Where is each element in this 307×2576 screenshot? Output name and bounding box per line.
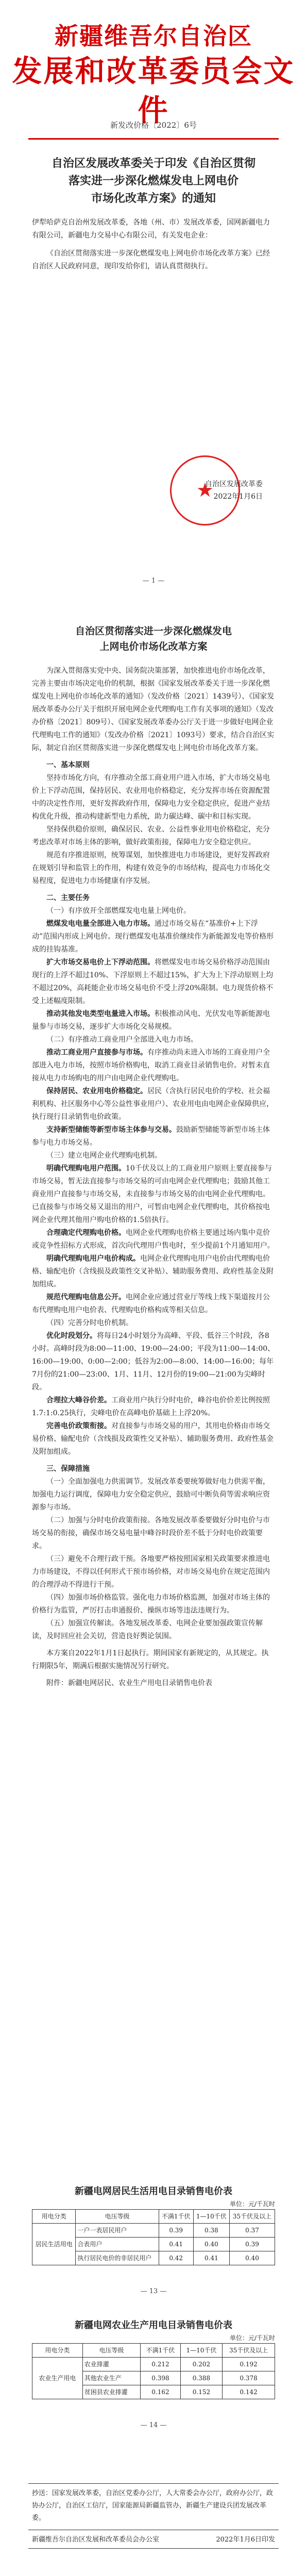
table-cell: 0.40 [193, 2238, 229, 2251]
table-cell: 其他农业生产 [82, 2371, 141, 2385]
subsection-heading: （二）有序推动工商业用户全部进入电力市场。 [46, 1036, 198, 1044]
inline-text: 电网企业代理购电用户电价由代理购电价格、输配电价（含线损及政策性交叉补贴）、辅助服务费用、政府性基金及附加组成。 [32, 1255, 274, 1289]
subsection-heading: （四）完善分时电价机制。 [46, 1319, 133, 1327]
masthead-doc-title: 发展和改革委员会文件 [12, 54, 295, 128]
table-header-row [32, 2344, 275, 2358]
paragraph [32, 1394, 275, 1420]
table-header-cell: 电压等级 [82, 2344, 141, 2358]
sign-date: 2022年1月6日 [213, 493, 263, 501]
attachment-note: 附件：新疆电网居民、农业生产用电目录销售电价表 [46, 1679, 212, 1687]
table-header-cell: 1—10千伏 [180, 2344, 223, 2358]
scheme-title-line-2: 上网电价市场化改革方案 [99, 641, 208, 652]
seal-text [129, 478, 263, 503]
masthead [0, 21, 307, 130]
inline-text: 积极推动风电、光伏发电等新能源电量参与市场交易，逐步扩大市场化交易规模。 [32, 1010, 270, 1031]
inline-heading: 扩大市场交易电价上下浮动范围。 [46, 958, 155, 967]
inline-heading: 支持新型储能等新型市场主体参与交易。 [46, 1126, 176, 1134]
table-cell: 合表用户 [76, 2238, 159, 2251]
issuer-line [32, 2534, 275, 2546]
paragraph [32, 956, 275, 1008]
inline-text: 通过市场交易在“基准价+上下浮动”范围内形成上网电价。现行燃煤发电基准价继续作为新能源发电等价格形成的挂钩基准。 [32, 920, 274, 954]
paragraph [32, 1008, 275, 1033]
table-cell: 0.39 [159, 2224, 193, 2238]
paragraph: （一）全面加强电力供需调节。发展改革委要统筹做好电力供需平衡，加强电力运行调度，保障电力安全稳定供应，鼓励可中断负荷等需求响应资源参与市场。 [32, 1478, 270, 1512]
inline-heading: 完善电价政策衔接。 [46, 1422, 111, 1430]
inline-heading: 推动工商业用户直接参与市场。 [46, 1048, 147, 1057]
paragraph: 本方案自2022年1月1日起执行。期间国家有新规定的，从其规定。执行期限5年，期满后根据实施情况另行研究。 [32, 1649, 269, 1670]
table-cell: 0.39 [230, 2238, 275, 2251]
table-header-cell: 电压等级 [76, 2210, 159, 2224]
inline-heading: 规范代理购电信息公开。 [46, 1293, 126, 1301]
table-cell: 0.152 [180, 2385, 223, 2399]
table-cell: 0.378 [223, 2371, 275, 2385]
salutation: 伊犁哈萨克自治州发展改革委，各地（州、市）发展改革委，国网新疆电力有限公司，新疆电力交易中心有限公司，有关发电企业： [32, 218, 270, 240]
paragraph [32, 1124, 275, 1149]
inline-heading: 推动其他发电类型电量进入市场。 [46, 1010, 155, 1018]
subsection-heading: （三）建立电网企业代理购电机制。 [46, 1151, 162, 1160]
paragraph [32, 1227, 275, 1252]
notice-title-line-2: 落实进一步深化燃煤发电上网电价 [68, 174, 238, 188]
section-heading: 二、主要任务 [46, 894, 90, 902]
inline-heading: 燃煤发电电量全部进入电力市场。 [46, 920, 155, 928]
footer-divider-top [28, 2483, 279, 2484]
notice-body [32, 216, 275, 273]
table-row [32, 2358, 275, 2371]
signer: 自治区发展改革委 [205, 480, 263, 488]
notice-paragraph: 《自治区贯彻落实进一步深化燃煤发电上网电价市场化改革方案》已经自治区人民政府同意，现印发给你们，请认真贯彻执行。 [32, 249, 270, 270]
paragraph [32, 1291, 275, 1317]
table-title: 新疆电网农业生产用电目录销售电价表 [75, 2320, 232, 2331]
paragraph [32, 1162, 275, 1227]
table-cell: 贫困县农业排灌 [82, 2385, 141, 2399]
inline-text: 有序推动尚未进入市场的工商业用户全部进入电力市场，按照市场价格购电，取消工商业目录销售电价。对暂未直接从电力市场购电的用户由电网企业代理购电。 [32, 1048, 270, 1082]
scheme-title [31, 623, 276, 654]
table-row [32, 2224, 275, 2238]
table-cell: 农业排灌 [82, 2358, 141, 2371]
tariff-table-agriculture [32, 2343, 275, 2399]
issuer: 新疆维吾尔自治区发展和改革委员会办公室 [32, 2536, 160, 2544]
seal-star-icon: ★ [196, 479, 214, 501]
inline-heading: 合理确定代理购电价格。 [46, 1229, 126, 1237]
document-number: 新发改价格〔2022〕6号 [110, 121, 197, 130]
table-header-cell: 1—10千伏 [193, 2210, 229, 2224]
issue-date: 2022年1月6日印发 [216, 2536, 275, 2544]
table-header-row [32, 2210, 275, 2224]
notice-title-line-1: 自治区发展改革委关于印发《自治区贯彻 [51, 157, 255, 170]
scheme-title-line-1: 自治区贯彻落实进一步深化燃煤发电 [75, 625, 232, 637]
table-title: 新疆电网居民生活用电目录销售电价表 [75, 2186, 232, 2197]
table-cell: 农业生产用电 [32, 2358, 83, 2399]
notice-title [31, 155, 276, 207]
paragraph [32, 1046, 275, 1085]
cc-list: 抄送：国家发展改革委，自治区党委办公厅，人大常委会办公厅，政府办公厅，政协办公厅，自治区工信厅，国家能源局新疆监管办，新疆生产建设兵团发展改革委。 [32, 2489, 274, 2522]
table-header-cell: 35千伏及以上 [223, 2344, 275, 2358]
paragraph: （五）加强宣传解读。各地发展改革委、电网企业要加强政策宣传解读，及时回应社会关切，营造良好舆论氛围。 [32, 1619, 263, 1640]
tariff-table-residential [32, 2209, 275, 2265]
inline-text: 将每日24小时划分为高峰、平段、低谷三个时段，各8小时。高峰时段为8:00—11:00、19:00—24:00；平段为11:00—14:00、16:00—19:00、0:00—2:00；低谷为2:00—8:00、14:00—16:00；每年7月份的21:00—23:00、1月、11月、12月份的19:00—21:00为尖峰时段。 [32, 1332, 275, 1392]
table-header-cell: 35千伏及以上 [230, 2210, 275, 2224]
inline-heading: 明确代理购电用户电价构成。 [46, 1255, 140, 1263]
paragraph: （四）加强市场价格监管。强化电力市场价格监测，加强对市场主体的价格行为监管，严厉打击串通报价、操纵市场等违法违规行为。 [32, 1594, 270, 1615]
paragraph [32, 1330, 275, 1394]
inline-text: 居民（含执行居民电价的学校、社会福利机构、社区服务中心等公益性事业用户）、农业用电由电网企业保障供应，执行现行目录销售电价政策。 [32, 1087, 274, 1121]
table-header-cell: 不满1千伏 [141, 2344, 180, 2358]
inline-heading: 合理拉大峰谷价差。 [46, 1396, 111, 1404]
table-header-cell: 用电分类 [32, 2344, 83, 2358]
scheme-body [32, 665, 275, 1690]
table-cell: 0.41 [159, 2238, 193, 2251]
inline-text: 工商业用户执行分时电价，峰谷电价价差比例按照1.7:1:0.25执行，尖峰电价在高峰电价基础上上浮20%。 [32, 1396, 270, 1417]
table-cell: 0.202 [180, 2358, 223, 2371]
table-residential-wrap [32, 2184, 275, 2265]
table-cell: 居民生活用电 [32, 2224, 76, 2265]
inline-text: 电网企业应通过营业厅等线上线下渠道按月公布代理购电用户电价表、代理购电价格构成等相关信息。 [32, 1293, 270, 1314]
table-cell: 0.212 [141, 2358, 180, 2371]
inline-text: 对直接参与市场交易的用户，其用电价格由市场交易价格、输配电价（含线损及政策性交叉补贴）、辅助服务费用、政府性基金及附加组成。 [32, 1422, 274, 1456]
table-header-cell: 用电分类 [32, 2210, 76, 2224]
masthead-org: 新疆维吾尔自治区 [55, 22, 252, 50]
table-cell: 0.41 [193, 2251, 229, 2265]
paragraph [32, 1085, 275, 1124]
paragraph: （三）避免不合理行政干预。各地要严格按照国家相关政策要求推进电力市场建设，不得以任何形式干预市场价格，对市场交易电价在规定范围内的合理浮动不得进行干预。 [32, 1555, 270, 1589]
paragraph: 坚持保供稳价原则，确保居民、农业、公益性事业用电价格稳定，充分考虑改革对市场主体的影响，做好政策衔接，保障电力安全稳定供应。 [32, 825, 270, 846]
paragraph: （二）加强与分时电价政策衔接。各地发展改革委要做好分时电价与市场交易的衔接，确保市场交易电量中峰谷时段价差不低于分时电价政策要求。 [32, 1516, 270, 1550]
table-cell: 0.162 [141, 2385, 180, 2399]
scheme-intro: 为深入贯彻落实党中央、国务院决策部署，加快推进电价市场化改革，完善主要由市场决定电价的机制，根据《国家发展改革委关于进一步深化燃煤发电上网电价市场化改革的通知》（发改价格〔2021〕1439号）、《国家发展改革委办公厅关于组织开展电网企业代理购电工作有关事项的通知》（发改办价格〔2021〕809号）、《国家发展改革委办公厅关于进一步做好电网企业代理购电工作的通知》（发改办价格〔2021〕1093号）要求，结合自治区实际，制定自治区贯彻落实进一步深化燃煤发电上网电价市场化改革方案。 [32, 667, 275, 752]
table-cell: 0.37 [230, 2224, 275, 2238]
table-cell: 一户一表居民用户 [76, 2224, 159, 2238]
page-number: — 1 — [142, 577, 165, 585]
table-agriculture-wrap [32, 2318, 275, 2399]
signature-block [129, 453, 263, 556]
table-cell: 0.40 [230, 2251, 275, 2265]
table-cell: 0.142 [223, 2385, 275, 2399]
section-heading: 一、基本原则 [46, 761, 90, 769]
inline-heading: 保持居民、农业用电价格稳定。 [46, 1087, 147, 1095]
inline-heading: 优化时段划分。 [46, 1332, 97, 1340]
table-unit: 单位：元/千瓦时 [229, 2334, 275, 2342]
paragraph: 坚持市场化方向，有序推动全部工商业用户进入市场，扩大市场交易电价上下浮动范围，保持居民、农业用电价格稳定，充分发挥市场在资源配置中的决定性作用，更好发挥政府作用，保障电力安全稳定供应，促进产业结构优化升级，推动构建新型电力系统，助力碳达峰、碳中和目标实现。 [32, 774, 270, 821]
table-header-cell: 不满1千伏 [159, 2210, 193, 2224]
red-divider [28, 138, 279, 140]
notice-title-line-3: 市场化改革方案》的通知 [91, 192, 216, 205]
table-cell: 0.38 [193, 2224, 229, 2238]
inline-text: 将燃煤发电市场交易价格浮动范围由现行的上浮不超过10%、下浮原则上不超过15%，扩大为上下浮动原则上均不超过20%，高耗能企业市场交易电价不受上浮20%限制。电力现货价格不受上述幅度限制。 [32, 958, 274, 1005]
paragraph [32, 1420, 275, 1459]
subsection-heading: （一）有序放开全部燃煤发电电量上网电价。 [46, 907, 191, 915]
footer-divider-bottom [28, 2548, 279, 2549]
section-heading: 三、保障措施 [46, 1465, 90, 1473]
table-cell: 执行居民电价的非居民用户 [76, 2251, 159, 2265]
paragraph [32, 1252, 275, 1291]
table-cell: 0.388 [180, 2371, 223, 2385]
page-number: — 13 — [140, 2287, 167, 2295]
table-cell: 0.192 [223, 2358, 275, 2371]
table-cell: 0.42 [159, 2251, 193, 2265]
page-number: — 14 — [140, 2421, 167, 2429]
inline-heading: 明确代理购电用户范围。 [46, 1164, 126, 1173]
paragraph [32, 918, 275, 956]
paragraph: 规范有序推进原则，统筹谋划，加快推进电力市场建设，更好发挥政府在规划引导和监管上的作用，构建有效竞争的市场结构，提高电力市场化交易程度，促进电力市场健康有序发展。 [32, 851, 270, 885]
table-unit: 单位：元/千瓦时 [229, 2200, 275, 2208]
inline-text: 10千伏及以上的工商业用户原则上要直接参与市场交易，暂无法直接参与市场交易的可由电网企业代理购电；鼓励其他工商业用户直接参与市场交易，未直接参与市场交易的由电网企业代理购电。已直接参与市场交易又退出的用户，可暂由电网企业代理购电，其价格按电网企业代理其他用户购电价格的1.5倍执行。 [32, 1164, 272, 1224]
inline-text: 电网企业代理购电价格主要通过场内集中竞价或竞争性招标方式形成，首次向代理用户售电时，至少提前1个月通知用户。 [32, 1229, 275, 1250]
inline-text: 鼓励新型储能等新型市场主体参与电力市场交易。 [32, 1126, 270, 1147]
table-cell: 0.398 [141, 2371, 180, 2385]
